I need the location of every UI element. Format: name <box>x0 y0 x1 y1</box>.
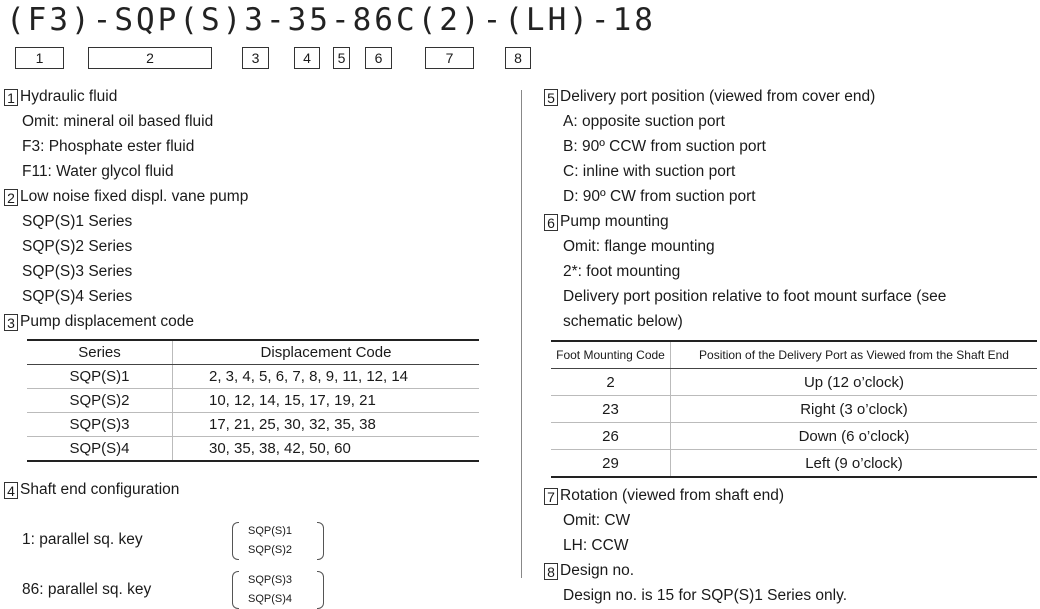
table-row <box>27 365 479 389</box>
table-cell: 30, 35, 38, 42, 50, 60 <box>209 440 351 457</box>
column-divider <box>521 90 522 578</box>
table-cell: 17, 21, 25, 30, 32, 35, 38 <box>173 413 480 437</box>
key-box-7: 7 <box>425 47 474 69</box>
key-box-6: 6 <box>365 47 392 69</box>
list-item: F11: Water glycol fluid <box>22 163 174 180</box>
table-header-row <box>551 341 1037 369</box>
section-number: 7 <box>544 488 558 505</box>
key-box-3: 3 <box>242 47 269 69</box>
table-cell: SQP(S)1 <box>27 365 173 389</box>
list-item: D: 90º CW from suction port <box>563 188 756 205</box>
column-header: Position of the Delivery Port as Viewed from the Shaft End <box>671 341 1038 369</box>
list-item: Omit: CW <box>563 512 631 529</box>
table-row <box>551 450 1037 478</box>
model-code: (F3)-SQP(S)3-35-86C(2)-(LH)-18 <box>6 2 656 38</box>
table-cell: 2 <box>551 369 671 396</box>
section-number: 4 <box>4 482 18 499</box>
section-number: 3 <box>4 314 18 331</box>
key-box-5: 5 <box>333 47 350 69</box>
list-item: Omit: flange mounting <box>563 238 715 255</box>
table-cell: 26 <box>551 423 671 450</box>
table-cell: SQP(S)3 <box>27 413 173 437</box>
section-2-heading <box>4 187 248 207</box>
column-header: Displacement Code <box>173 340 480 365</box>
section-title: Rotation (viewed from shaft end) <box>560 487 784 504</box>
table-row <box>551 369 1037 396</box>
list-item: 2*: foot mounting <box>563 263 681 280</box>
section-number: 1 <box>4 89 18 106</box>
section-title: Design no. <box>560 562 635 579</box>
section-7-heading <box>544 486 784 506</box>
series-brace <box>232 569 324 609</box>
table-cell: 29 <box>551 450 671 478</box>
foot-mounting-table <box>551 340 1037 478</box>
section-5-heading <box>544 87 875 107</box>
table-cell: SQP(S)4 <box>27 437 173 462</box>
table-row <box>551 423 1037 450</box>
key-box-2: 2 <box>88 47 212 69</box>
section-4-heading <box>4 480 179 500</box>
table-cell: SQP(S)2 <box>27 389 173 413</box>
brace-item: SQP(S)2 <box>248 544 293 556</box>
section-title: Low noise fixed displ. vane pump <box>20 188 249 205</box>
section-number: 5 <box>544 89 558 106</box>
table-cell: 2, 3, 4, 5, 6, 7, 8, 9, 11, 12, 14 <box>173 365 480 389</box>
section-3-heading <box>4 312 194 332</box>
table-cell: Right (3 o’clock) <box>671 396 1038 423</box>
list-item: Omit: mineral oil based fluid <box>22 113 214 130</box>
list-item: SQP(S)1 Series <box>22 213 133 230</box>
list-item: LH: CCW <box>563 537 629 554</box>
list-item: Delivery port position relative to foot mount surface (see <box>563 288 947 305</box>
key-box-8: 8 <box>505 47 531 69</box>
table-row <box>27 389 479 413</box>
key-box-4: 4 <box>294 47 320 69</box>
table-header-row <box>27 340 479 365</box>
key-box-1: 1 <box>15 47 64 69</box>
table-row <box>27 437 479 462</box>
list-item: 86: parallel sq. key <box>22 581 152 598</box>
displacement-table <box>27 339 479 462</box>
table-cell: Down (6 o’clock) <box>671 423 1038 450</box>
column-header: Series <box>27 340 173 365</box>
table-row <box>551 396 1037 423</box>
section-8-heading <box>544 561 634 581</box>
brace-item: SQP(S)3 <box>248 574 293 586</box>
list-item: Design no. is 15 for SQP(S)1 Series only. <box>563 587 848 604</box>
section-6-heading <box>544 212 669 232</box>
table-cell: 10, 12, 14, 15, 17, 19, 21 <box>173 389 480 413</box>
column-header: Foot Mounting Code <box>551 341 671 369</box>
list-item: SQP(S)2 Series <box>22 238 133 255</box>
section-title: Hydraulic fluid <box>20 88 118 105</box>
section-title: Pump displacement code <box>20 313 195 330</box>
section-title: Delivery port position (viewed from cover end) <box>560 88 876 105</box>
table-cell: 23 <box>551 396 671 423</box>
list-item: 1: parallel sq. key <box>22 531 143 548</box>
table-cell: Up (12 o’clock) <box>671 369 1038 396</box>
section-number: 8 <box>544 563 558 580</box>
series-brace <box>232 520 324 560</box>
brace-item: SQP(S)1 <box>248 525 293 537</box>
list-item: A: opposite suction port <box>563 113 725 130</box>
list-item: SQP(S)4 Series <box>22 288 133 305</box>
section-title: Shaft end configuration <box>20 481 180 498</box>
list-item: SQP(S)3 Series <box>22 263 133 280</box>
section-1-heading <box>4 87 117 107</box>
table-cell: Left (9 o’clock) <box>805 454 903 472</box>
section-title: Pump mounting <box>560 213 669 230</box>
list-item: B: 90º CCW from suction port <box>563 138 766 155</box>
section-number: 6 <box>544 214 558 231</box>
list-item: F3: Phosphate ester fluid <box>22 138 195 155</box>
table-row <box>27 413 479 437</box>
section-number: 2 <box>4 189 18 206</box>
list-item: schematic below) <box>563 313 683 330</box>
brace-item: SQP(S)4 <box>248 593 293 605</box>
list-item: C: inline with suction port <box>563 163 736 180</box>
